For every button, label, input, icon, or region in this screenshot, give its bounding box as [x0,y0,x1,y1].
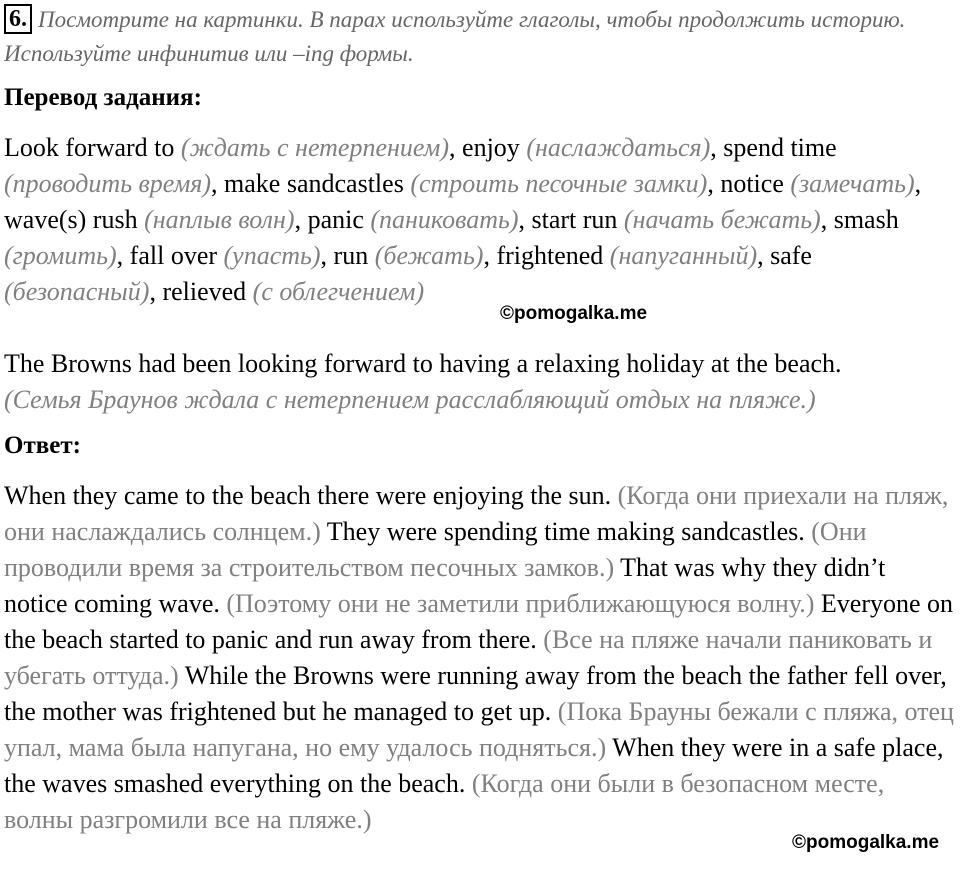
vocab-term: panic [307,205,364,234]
answer-heading: Ответ: [4,432,81,459]
vocab-term: relieved [162,277,247,306]
answer-sentence-russian: (Все на пляже начали паниковать и убегать оттуда.) [4,625,933,690]
vocab-term: notice [720,169,784,198]
vocab-translation: (замечать) [790,169,915,198]
vocab-term: run [333,241,369,270]
vocab-term: spend time [723,133,837,162]
answer-sentence-english: They were spending time making sandcastles. [326,517,805,546]
translation-heading: Перевод задания: [4,84,202,111]
intro-paragraph [4,346,954,418]
watermark-top: ©pomogalka.me [500,303,648,324]
answer-sentence-english: When they came to the beach there were enjoying the sun. [4,481,612,510]
intro-russian: (Семья Браунов ждала с нетерпением расслабляющий отдых на пляже.) [4,385,816,414]
answer-sentence-english: That was why they didn’t notice coming wave. [4,553,886,618]
vocab-term: fall over [129,241,218,270]
answer-paragraph [4,478,954,838]
answer-sentence-english: When they were in a safe place, the waves smashed everything on the beach. [4,733,944,798]
answer-sentence-russian: (Они проводили время за строительством песочных замков.) [4,517,867,582]
task-number: 6. [4,4,32,34]
vocab-translation: (наслаждаться) [526,133,711,162]
answer-sentence-russian: (Пока Брауны бежали с пляжа, отец упал, мама была напугана, но ему удалось подняться.) [4,697,954,762]
vocab-term: enjoy [462,133,520,162]
vocab-translation: (строить песочные замки) [410,169,708,198]
answer-sentence-russian: (Когда они приехали на пляж, они наслаждались солнцем.) [4,481,949,546]
vocab-translation: (ждать с нетерпением) [180,133,450,162]
answer-sentence-russian: (Поэтому они не заметили приближающуюся волну.) [226,589,815,618]
vocab-translation: (громить) [4,241,117,270]
vocab-translation: (безопасный) [4,277,150,306]
vocab-translation: (упасть) [223,241,321,270]
intro-english: The Browns had been looking forward to having a relaxing holiday at the beach. [4,349,842,378]
vocab-translation: (бежать) [374,241,484,270]
vocab-term: wave(s) rush [4,205,138,234]
answer-sentence-english: Everyone on the beach started to panic and run away from there. [4,589,954,654]
task-instruction: Посмотрите на картинки. В парах используйте глаголы, чтобы продолжить историю. Используйте инфинитив или –ing формы. [4,7,906,66]
vocab-translation: (с облегчением) [252,277,425,306]
vocab-term: safe [770,241,812,270]
vocab-translation: (проводить время) [4,169,212,198]
vocab-translation: (начать бежать) [623,205,821,234]
vocab-term: Look forward to [4,133,175,162]
vocab-term: make sandcastles [224,169,404,198]
vocab-term: smash [833,205,899,234]
vocab-translation: (наплыв волн) [144,205,295,234]
vocabulary-list: Look forward to (ждать с нетерпением), enjoy (наслаждаться), spend time (проводить время), make sandcastles (строить песочные замки), notice (замечать), wave(s) rush (наплыв волн), panic (паниковать), start run (начать бежать), smash (громить), fall over (упасть), run (бежать), frightened (напуганный), safe (безопасный), relieved (с облегчением) [4,133,922,306]
vocab-translation: (напуганный) [609,241,758,270]
exercise-page [4,0,954,853]
watermark-bottom: ©pomogalka.me [792,832,940,853]
answer-sentence-english: While the Browns were running away from the beach the father fell over, the mother was frightened but he managed to get up. [4,661,947,726]
answer-sentence-russian: (Когда они были в безопасном месте, волны разгромили все на пляже.) [4,769,885,834]
vocab-translation: (паниковать) [370,205,519,234]
vocab-term: frightened [496,241,604,270]
vocab-term: start run [531,205,618,234]
task-instruction-block [4,3,954,71]
